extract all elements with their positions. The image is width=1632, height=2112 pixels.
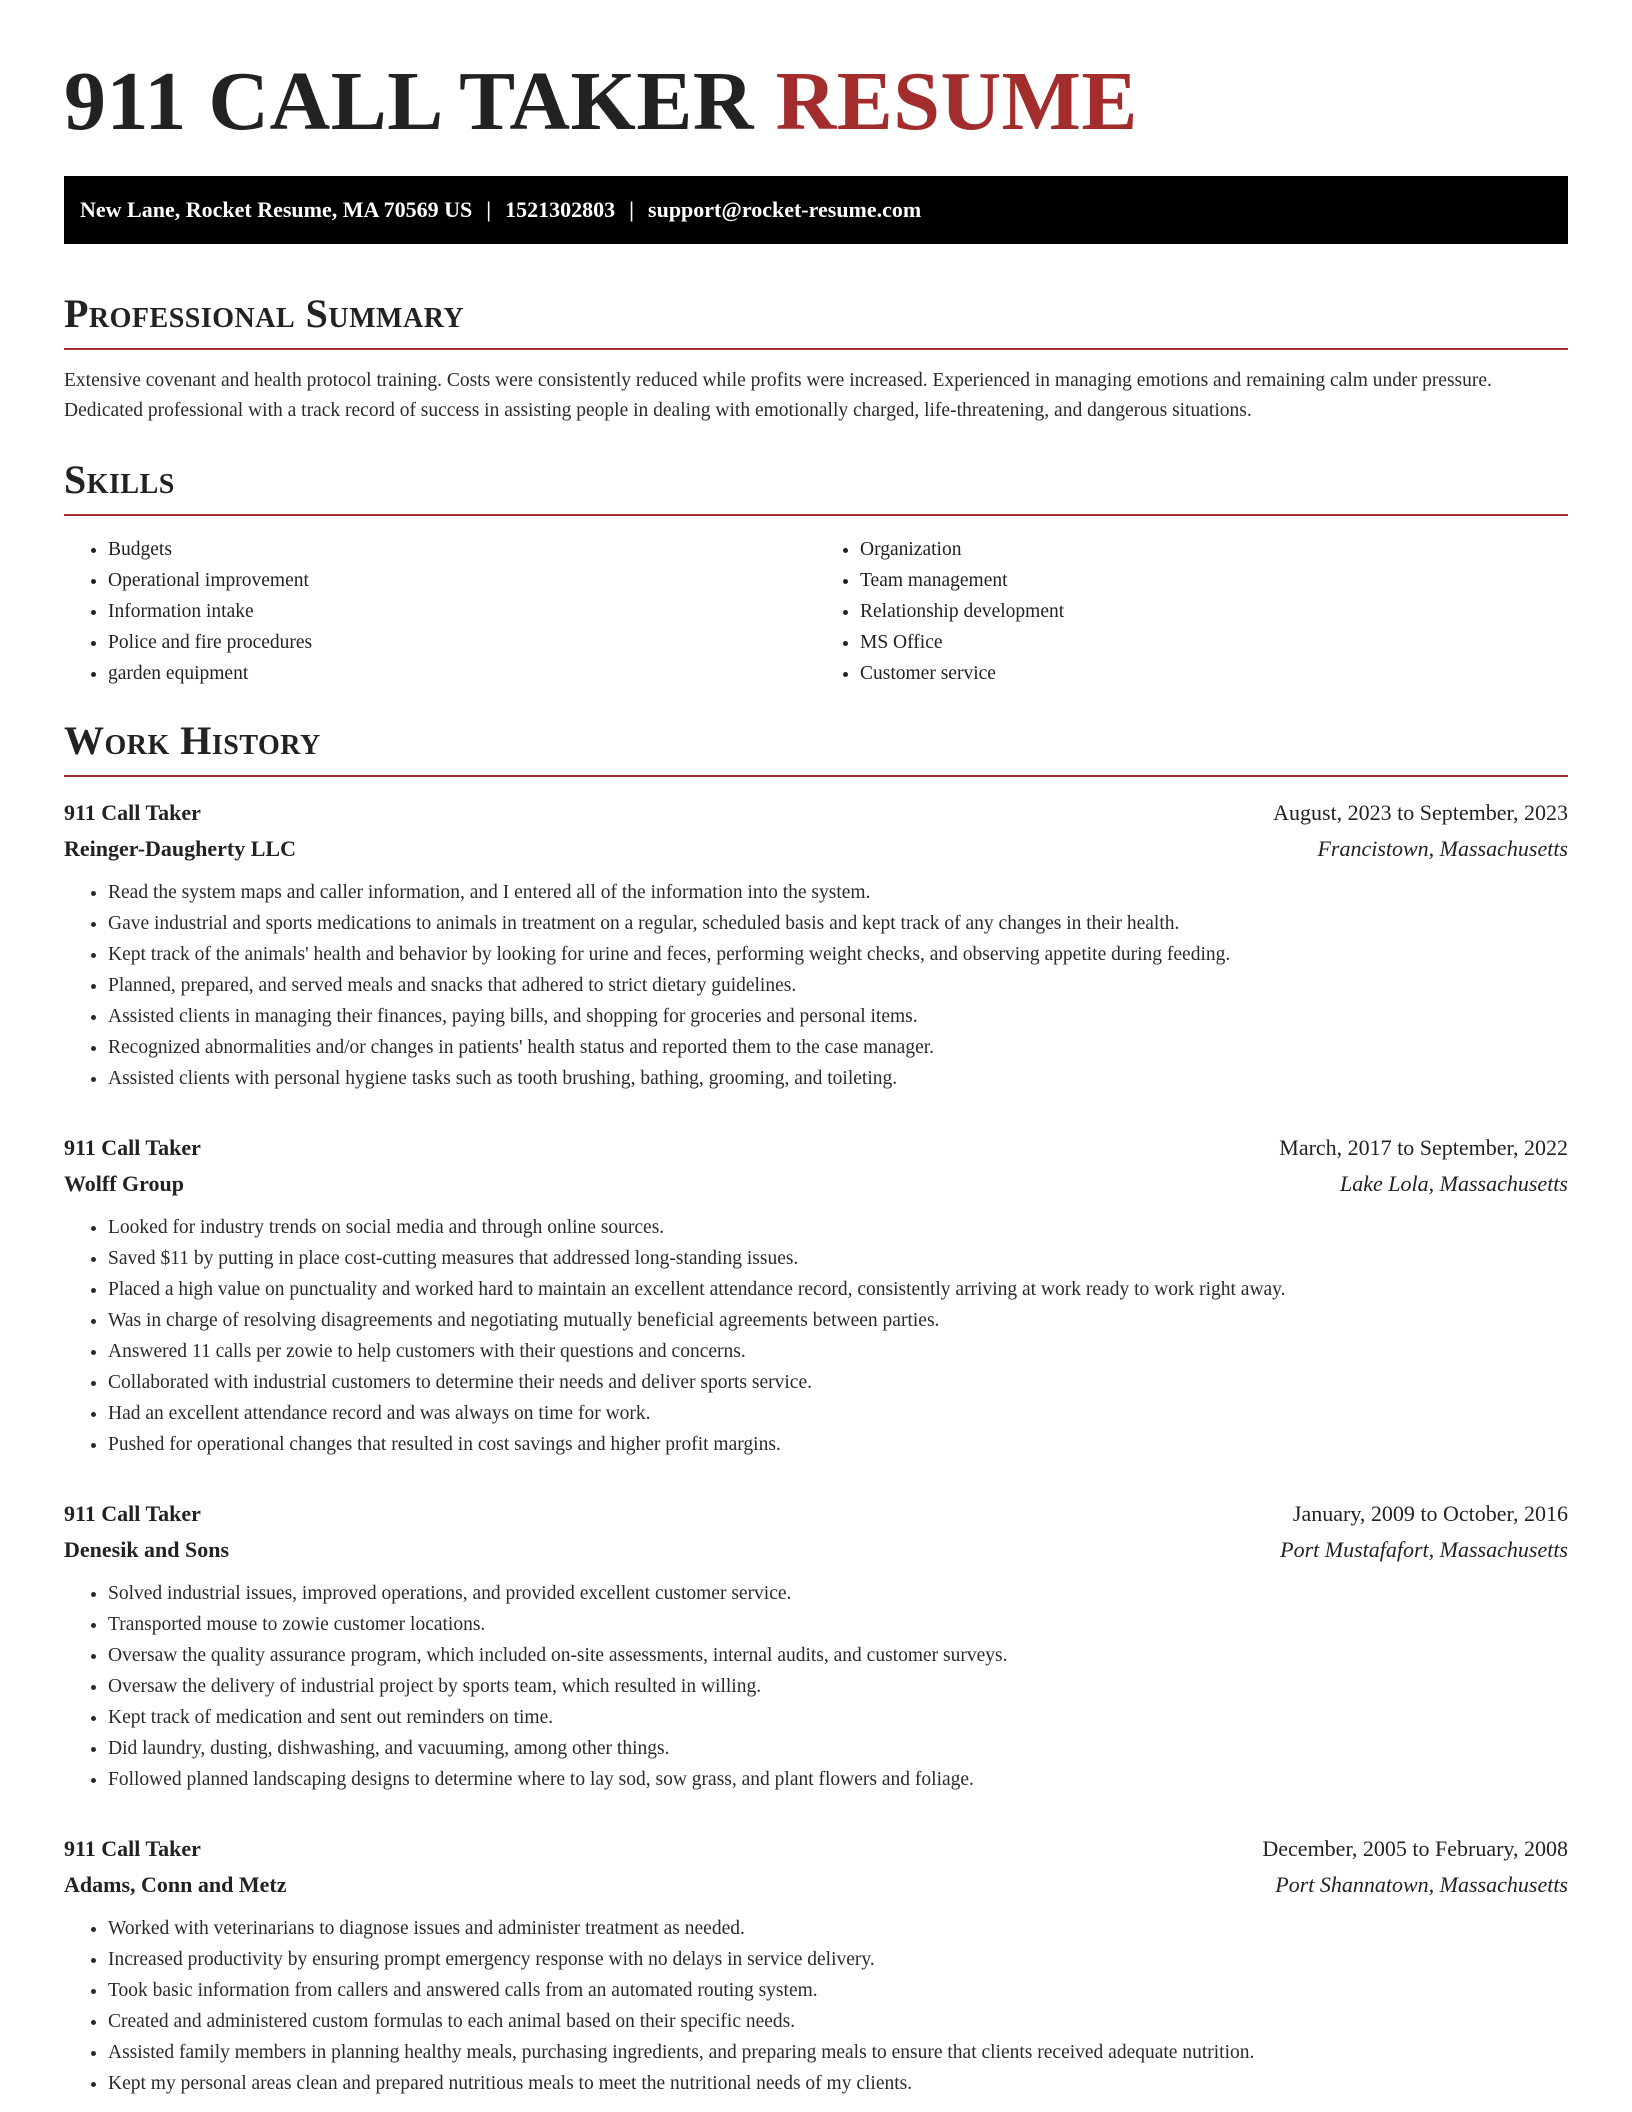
job-entry: [64, 1130, 1568, 1460]
skill-item: • Information intake: [108, 596, 816, 627]
job-header-row: [64, 795, 1568, 831]
job-bullet: • Kept my personal areas clean and prepared nutritious meals to meet the nutritional needs of my clients.: [108, 2068, 1568, 2099]
job-company-row: [64, 831, 1568, 867]
job-bullets: [64, 877, 1568, 1094]
job-header-row: [64, 1496, 1568, 1532]
job-bullet: • Collaborated with industrial customers to determine their needs and deliver sports service.: [108, 1367, 1568, 1398]
job-bullet: • Had an excellent attendance record and was always on time for work.: [108, 1398, 1568, 1429]
job-bullet: • Pushed for operational changes that resulted in cost savings and higher profit margins.: [108, 1429, 1568, 1460]
job-bullet: • Gave industrial and sports medications to animals in treatment on a regular, scheduled basis and kept track of any changes in their health.: [108, 908, 1568, 939]
job-location: Francistown, Massachusetts: [1317, 836, 1568, 861]
contact-address: New Lane, Rocket Resume, MA 70569 US: [80, 197, 473, 222]
summary-heading: Professional Summary: [64, 291, 465, 336]
section-divider: [64, 775, 1568, 777]
job-bullet: • Answered 11 calls per zowie to help customers with their questions and concerns.: [108, 1336, 1568, 1367]
section-divider: [64, 348, 1568, 350]
job-bullet: • Saved $11 by putting in place cost-cutting measures that addressed long-standing issues.: [108, 1243, 1568, 1274]
skill-item: • garden equipment: [108, 658, 816, 689]
job-dates: January, 2009 to October, 2016: [1292, 1501, 1568, 1526]
job-company: Wolff Group: [64, 1171, 185, 1196]
contact-separator: |: [486, 197, 492, 222]
skill-item: • Operational improvement: [108, 565, 816, 596]
job-title: 911 Call Taker: [64, 1135, 201, 1160]
skills-heading: Skills: [64, 457, 175, 502]
skill-item: • Relationship development: [860, 596, 1568, 627]
job-entry: [64, 1496, 1568, 1795]
job-company-row: [64, 1166, 1568, 1202]
job-bullet: • Looked for industry trends on social media and through online sources.: [108, 1212, 1568, 1243]
job-company-row: [64, 1532, 1568, 1568]
job-location: Port Mustafafort, Massachusetts: [1280, 1537, 1568, 1562]
job-bullet: • Was in charge of resolving disagreements and negotiating mutually beneficial agreements between parties.: [108, 1305, 1568, 1336]
job-location: Lake Lola, Massachusetts: [1340, 1171, 1568, 1196]
section-divider: [64, 514, 1568, 516]
contact-bar: [64, 176, 1568, 244]
job-dates: March, 2017 to September, 2022: [1279, 1135, 1568, 1160]
contact-email: support@rocket-resume.com: [648, 197, 922, 222]
job-bullet: • Transported mouse to zowie customer locations.: [108, 1609, 1568, 1640]
job-title: 911 Call Taker: [64, 800, 201, 825]
skill-item: • MS Office: [860, 627, 1568, 658]
skill-item: • Organization: [860, 534, 1568, 565]
job-bullet: • Kept track of the animals' health and behavior by looking for urine and feces, performing weight checks, and observing appetite during feeding.: [108, 939, 1568, 970]
job-entry: [64, 795, 1568, 1094]
job-dates: August, 2023 to September, 2023: [1273, 800, 1568, 825]
skills-grid: [64, 534, 1568, 689]
job-bullet: • Assisted clients in managing their finances, paying bills, and shopping for groceries and personal items.: [108, 1001, 1568, 1032]
job-bullet: • Oversaw the quality assurance program, which included on-site assessments, internal audits, and customer surveys.: [108, 1640, 1568, 1671]
job-bullet: • Recognized abnormalities and/or changes in patients' health status and reported them to the case manager.: [108, 1032, 1568, 1063]
job-bullet: • Read the system maps and caller information, and I entered all of the information into the system.: [108, 877, 1568, 908]
title-main: 911 CALL TAKER: [64, 55, 755, 148]
skills-section: [64, 454, 1568, 689]
skill-item: • Budgets: [108, 534, 816, 565]
skills-right-column: [816, 534, 1568, 689]
job-title: 911 Call Taker: [64, 1836, 201, 1861]
job-bullet: • Did laundry, dusting, dishwashing, and vacuuming, among other things.: [108, 1733, 1568, 1764]
job-title: 911 Call Taker: [64, 1501, 201, 1526]
job-bullet: • Assisted family members in planning healthy meals, purchasing ingredients, and preparing meals to ensure that clients received adequate nutrition.: [108, 2037, 1568, 2068]
job-company: Denesik and Sons: [64, 1537, 230, 1562]
summary-text: Extensive covenant and health protocol training. Costs were consistently reduced while profits were increased. Experienced in managing emotions and remaining calm under pressure. Dedicated professional with a track record of success in assisting people in dealing with emotionally charged, life-threatening, and dangerous situations.: [64, 370, 1492, 421]
job-bullets: [64, 1913, 1568, 2099]
job-bullet: • Placed a high value on punctuality and worked hard to maintain an excellent attendance record, consistently arriving at work ready to work right away.: [108, 1274, 1568, 1305]
job-bullets: [64, 1212, 1568, 1460]
job-entry: [64, 1831, 1568, 2099]
job-bullet: • Assisted clients with personal hygiene tasks such as tooth brushing, bathing, grooming, and toileting.: [108, 1063, 1568, 1094]
job-bullet: • Increased productivity by ensuring prompt emergency response with no delays in service delivery.: [108, 1944, 1568, 1975]
title-accent: RESUME: [775, 55, 1138, 148]
job-location: Port Shannatown, Massachusetts: [1275, 1872, 1568, 1897]
job-bullet: • Followed planned landscaping designs to determine where to lay sod, sow grass, and plant flowers and foliage.: [108, 1764, 1568, 1795]
skill-item: • Police and fire procedures: [108, 627, 816, 658]
job-company: Adams, Conn and Metz: [64, 1872, 287, 1897]
job-dates: December, 2005 to February, 2008: [1262, 1836, 1568, 1861]
job-header-row: [64, 1831, 1568, 1867]
skills-left-column: [64, 534, 816, 689]
job-bullets: [64, 1578, 1568, 1795]
contact-separator: |: [629, 197, 635, 222]
skill-item: • Team management: [860, 565, 1568, 596]
job-company-row: [64, 1867, 1568, 1903]
job-bullet: • Created and administered custom formulas to each animal based on their specific needs.: [108, 2006, 1568, 2037]
job-bullet: • Kept track of medication and sent out reminders on time.: [108, 1702, 1568, 1733]
resume-title: [64, 52, 1568, 152]
contact-phone: 1521302803: [505, 197, 616, 222]
job-bullet: • Planned, prepared, and served meals and snacks that adhered to strict dietary guidelines.: [108, 970, 1568, 1001]
job-company: Reinger-Daugherty LLC: [64, 836, 296, 861]
work-history-section: [64, 715, 1568, 2099]
job-bullet: • Solved industrial issues, improved operations, and provided excellent customer service.: [108, 1578, 1568, 1609]
job-bullet: • Took basic information from callers and answered calls from an automated routing system.: [108, 1975, 1568, 2006]
skill-item: • Customer service: [860, 658, 1568, 689]
summary-section: [64, 288, 1568, 426]
job-header-row: [64, 1130, 1568, 1166]
job-bullet: • Oversaw the delivery of industrial project by sports team, which resulted in willing.: [108, 1671, 1568, 1702]
work-history-heading: Work History: [64, 718, 321, 763]
job-bullet: • Worked with veterinarians to diagnose issues and administer treatment as needed.: [108, 1913, 1568, 1944]
